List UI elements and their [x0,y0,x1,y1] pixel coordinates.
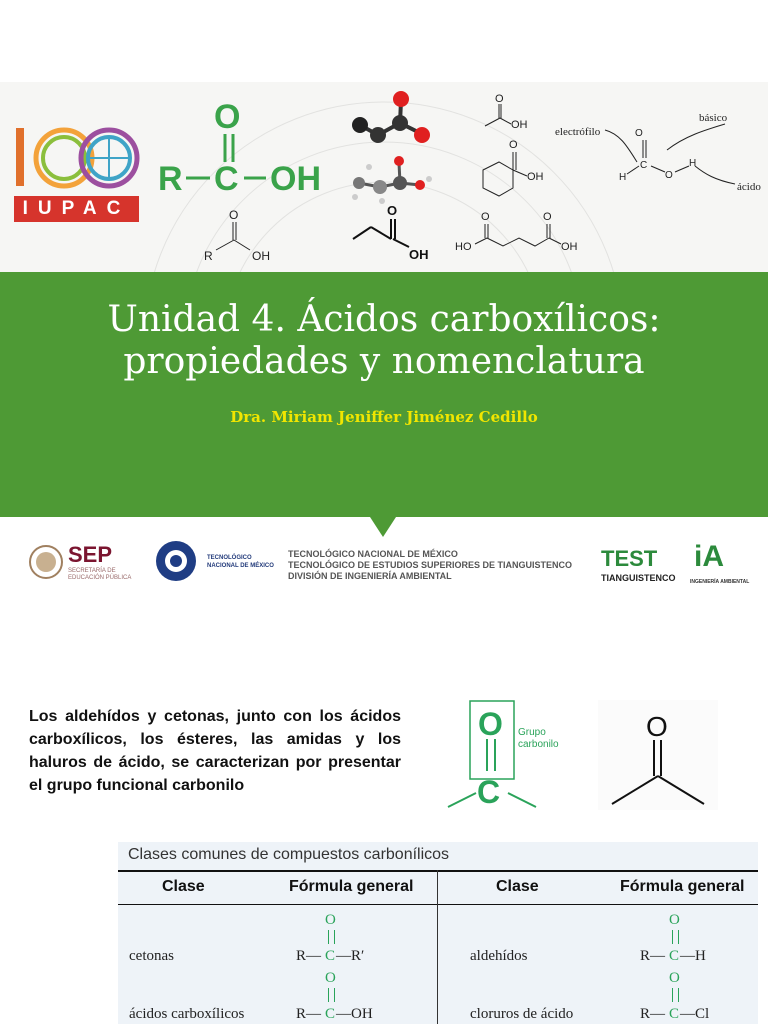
sep-logo-text: SEP [68,542,113,567]
formula-oh: OH [270,160,321,198]
formula-c: C [214,160,239,198]
svg-text:OH: OH [527,171,544,183]
svg-text:ácido: ácido [737,181,761,193]
svg-text:O: O [229,208,239,222]
header-clase-left: Clase [162,878,205,895]
title-slide [0,82,768,585]
svg-text:OH: OH [561,241,578,253]
title-line-2: propiedades y nomenclatura [123,341,645,382]
svg-text:O: O [481,211,490,223]
header-clase-right: Clase [496,878,539,895]
glutaric-acid [455,208,595,258]
tecnm-gear-icon [154,536,198,586]
tecnm-logo-text: TECNOLÓGICO NACIONAL DE MÉXICO [207,555,274,569]
carboxylic-acid-formula [156,92,336,202]
ia-logo-subtitle: INGENIERÍA AMBIENTAL [690,579,750,585]
carbonyl-o: O [478,706,503,742]
iupac-100-icon [14,122,140,192]
svg-text:O: O [665,170,673,181]
table-column-divider [437,870,438,1024]
row1-class-right: aldehídos [470,948,528,964]
skeletal-acid-small [200,206,290,268]
svg-text:O: O [635,128,643,139]
ia-logo: iA [694,540,724,573]
svg-text:H: H [689,158,697,169]
header-formula-left: Fórmula general [289,878,414,895]
author-name: Dra. Miriam Jeniffer Jiménez Cedillo [230,408,538,426]
svg-text:R: R [204,249,213,263]
acetone-skeletal [598,700,718,810]
mexico-seal-icon [28,544,64,580]
test-logo: TEST [601,546,658,571]
test-logo-subtitle: TIANGUISTENCO [601,573,676,583]
iupac-text: IUPAC [14,196,139,222]
svg-text:C: C [640,160,648,171]
svg-text:O: O [543,211,552,223]
carbonyl-label-2: carbonilo [518,739,559,750]
table-header-rule [118,904,758,905]
molecule-ball-models [345,87,445,277]
row2-class-right: cloruros de ácido [470,1006,574,1022]
svg-text:OH: OH [409,247,429,262]
svg-text:OH: OH [511,119,528,131]
institution-names: TECNOLÓGICO NACIONAL DE MÉXICO TECNOLÓGICO DE ESTUDIOS SUPERIORES DE TIANGUISTENCO DIVISIÓN DE INGENIERÍA AMBIENTAL [288,549,573,581]
svg-text:OH: OH [252,249,270,263]
carbonyl-c: C [477,774,501,810]
svg-text:O: O [495,93,504,105]
table-top-rule [118,870,758,872]
svg-text:HO: HO [455,241,472,253]
acid-mechanism-diagram [555,106,765,206]
header-formula-right: Fórmula general [620,878,745,895]
carbonyl-label-1: Grupo [518,727,546,738]
table-title: Clases comunes de compuestos carbonílicos [128,846,450,863]
presentation-title [0,299,768,383]
formula-o: O [214,98,241,136]
banner-pointer [370,517,396,537]
carbonyl-intro-paragraph: Los aldehídos y cetonas, junto con los ácidos carboxílicos, los ésteres, las amidas y los haluros de ácido, se caracterizan por presentar el grupo funcional carbonilo [29,708,401,794]
acetone-o: O [646,711,668,742]
row1-class-left: cetonas [129,948,174,964]
formula-r: R [158,160,183,198]
svg-text:O: O [387,203,398,218]
svg-text:básico: básico [699,112,728,124]
row2-class-left: ácidos carboxílicos [129,1006,245,1022]
title-line-1: Unidad 4. Ácidos carboxílicos: [107,299,661,340]
svg-text:electrófilo: electrófilo [555,126,601,138]
svg-text:O: O [509,139,518,151]
carbonyl-group-diagram [442,697,572,812]
sep-logo-subtitle: SECRETARÍA DE EDUCACIÓN PÚBLICA [68,568,132,581]
svg-text:H: H [619,172,627,183]
